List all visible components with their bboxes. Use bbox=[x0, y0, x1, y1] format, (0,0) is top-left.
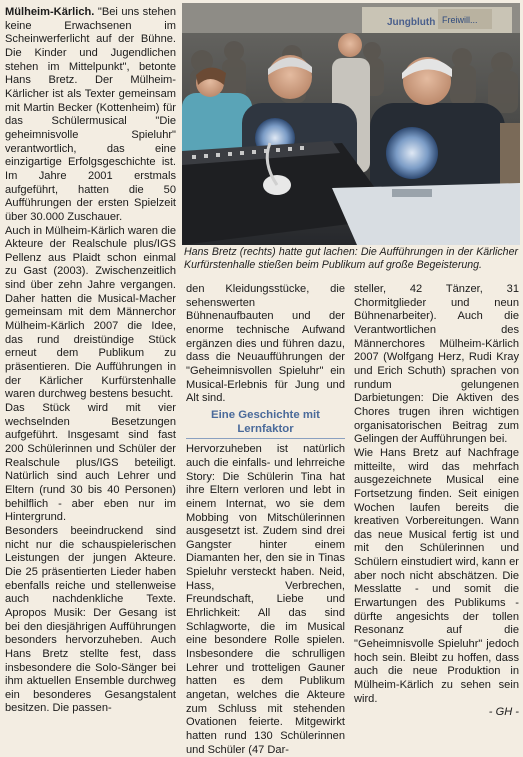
paragraph bbox=[5, 6, 176, 225]
author-signature: - GH - bbox=[488, 706, 519, 719]
paragraph: Auch in Mülheim-Kärlich waren die Akteure der Realschule plus/IGS Pellenz aus Plaidt schon einmal zu Gast (2003). Zwischenzeitlich sind über zehn Jahre vergangen. Daher hatten die Musical-Macher gemeinsam mit dem Männerchor Mülheim-Kärlich 2007 die Idee, das rund dreistündige Stück erneut dem Publikum zu präsentieren. Die Aufführungen in der Kärlicher Kurfürstenhalle waren durchweg bestens besucht. bbox=[5, 224, 176, 401]
subheading: Eine Geschichte mit Lernfaktor bbox=[186, 409, 345, 439]
paragraph-text: "Bei uns stehen keine Erwachsenen im Scheinwerferlicht auf der Bühne. Die Kinder und Jugendlichen stehen im Mittelpunkt", betonte Hans Bretz. Der Mülheim-Kärlicher ist als Texter gemeinsam mit Martin Becker (Kottenheim) für das Schülermusical "Die geheimnisvolle Spieluhr" verantwortlich, das eine einzigartige Erfolgsgeschichte ist. Im Jahre 2001 erstmals aufgeführt, hatten die 50 Aufführungen der ersten Spielzeit über 30.000 Zuschauer. bbox=[5, 6, 176, 223]
article-column-right bbox=[354, 283, 519, 720]
article-column-middle bbox=[186, 283, 345, 757]
banner-text: Jungbluth bbox=[387, 17, 436, 28]
paragraph: Hervorzuheben ist natürlich auch die einfalls- und lehrreiche Story: Die Schülerin Tina hat ihre Eltern verloren und lebt in einem Internat, wo sie dem Mobbing von Mitschülerinnen ausgesetzt ist. Zudem sind drei Gangster hinter einem Diamanten her, den sie in Tinas Spieluhr versteckt haben. Neid, Hass, Verbrechen, Freundschaft, Liebe und Ehrlichkeit: All das sind Schlagworte, die im Musical eine besondere Rolle spielen. Insbesondere die schrulligen Lehrer und trotteligen Gauner hatten es dem Publikum angetan, welches die Akteure zum Schluss mit stehenden Ovationen feierte. Mitgewirkt hatten rund 130 Schülerinnen und Schüler (47 Dar- bbox=[186, 443, 345, 756]
article-photo bbox=[182, 3, 520, 245]
paragraph: Das Stück wird mit vier wechselnden Besetzungen aufgeführt. Insgesamt sind fast 200 Schülerinnen und Schüler der Realschule plus/IGS beteiligt. Natürlich sind auch Lehrer und Eltern (rund 30 bis 40 Personen) behilflich - aber eben nur im Hintergrund. bbox=[5, 402, 176, 524]
dateline: Mülheim-Kärlich. bbox=[5, 6, 95, 18]
photo-caption: Hans Bretz (rechts) hatte gut lachen: Die Aufführungen in der Kärlicher Kurfürstenhalle stießen beim Publikum auf große Begeisterung. bbox=[184, 246, 518, 272]
banner-text-2: Freiwill... bbox=[442, 15, 478, 25]
paragraph: den Kleidungsstücke, die sehenswerten Bühnenaufbauten und der enorme technische Aufwand ergänzen dies und führen dazu, dass die Neuaufführungen der "Geheimnisvollen Spieluhr" ein Musical-Erlebnis für Jung und Alt sind. bbox=[186, 283, 345, 405]
paragraph: Wie Hans Bretz auf Nachfrage mitteilte, wird das mehrfach ausgezeichnete Musical eine Fortsetzung finden. Seit einigen Wochen laufen bereits die kreativen Vorbereitungen. Wann das neue Musical fertig ist und mit den Schülerinnen und Schülern einstudiert wird, kann er aber noch nicht abschätzen. Die Messlatte - und somit die Erwartungen des Publikums - dürfte angesichts der tollen Resonanz auf die "Geheimnisvolle Spieluhr" jedoch hoch sein. Bleibt zu hoffen, dass auch die neue Produktion in Mülheim-Kärlich zu sehen sein wird. bbox=[354, 446, 519, 705]
paragraph: Besonders beeindruckend sind nicht nur die schauspielerischen Leistungen der jungen Akteure. Die 25 präsentierten Lieder haben ebenfalls reiche und stellenweise auch nachdenkliche Texte. Apropos Musik: Der Gesang ist bei den diesjährigen Aufführungen besonders hervorzuheben. Auch Hans Bretz stellte fest, dass insbesondere die Solo-Sänger bei ihm aktuellen Ensemble durchweg ein besonderes Gesangstalent besitzen. Die passen- bbox=[5, 524, 176, 715]
article-column-left bbox=[5, 6, 176, 716]
paragraph: steller, 42 Tänzer, 31 Chormitglieder und neun Bühnenarbeiter). Auch die Verantwortlichen des Männerchores Mülheim-Kärlich 2007 (Wolfgang Herz, Rudi Kray und Erich Schuth) sprachen von rundum gelungenen Darbietungen: Die Aktiven des Chores trugen ihren wichtigen organisatorischen Beitrag zum Gelingen der Aufführungen bei. bbox=[354, 283, 519, 446]
photo-illustration bbox=[182, 3, 520, 245]
